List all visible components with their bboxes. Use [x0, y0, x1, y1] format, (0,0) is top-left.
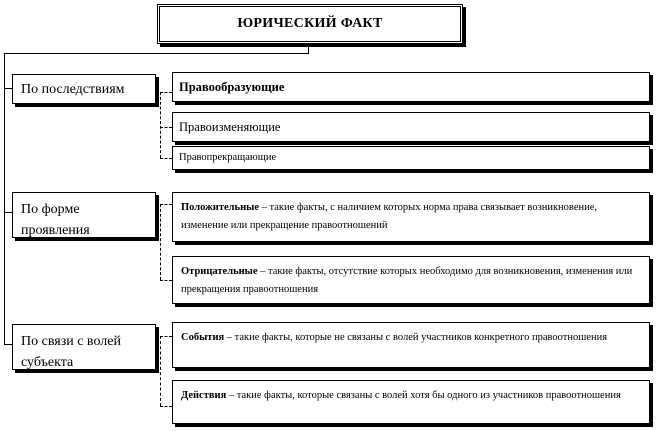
item-negative-facts	[172, 256, 650, 304]
connector-cat-1-item-2	[160, 127, 172, 128]
term-events: События	[181, 332, 225, 343]
category-consequences: По последствиям	[12, 74, 156, 104]
connector-title-vertical	[308, 46, 309, 54]
category-will: По связи с волей субъекта	[12, 324, 156, 370]
diagram-title: ЮРИЧЕСКИЙ ФАКТ	[157, 4, 463, 44]
connector-branch-cat-1	[160, 92, 161, 158]
connector-cat-3-item-2	[160, 406, 172, 407]
connector-branch-cat-2	[160, 204, 161, 280]
connector-cat-1-item-3	[160, 158, 172, 159]
text-actions: – такие факты, которые связаны с волей хотя бы одного из участников правоотношения	[226, 390, 621, 401]
connector-main-trunk	[4, 53, 5, 345]
connector-trunk-cat-1	[4, 88, 12, 89]
connector-title-horizontal	[4, 53, 308, 54]
item-law-terminating: Правопрекращающие	[172, 146, 650, 170]
term-negative: Отрицательные	[181, 266, 258, 277]
term-actions: Действия	[181, 390, 227, 401]
connector-trunk-cat-3	[4, 344, 12, 345]
connector-cat-3-item-1	[160, 336, 172, 337]
text-negative: – такие факты, отсутствие которых необходимо для возникновения, изменения или прекращения правоотношения	[181, 266, 633, 295]
item-events	[172, 322, 650, 368]
item-law-creating: Правообразующие	[172, 72, 650, 102]
connector-cat-2-item-2	[160, 280, 172, 281]
connector-branch-cat-3	[160, 336, 161, 406]
item-positive-facts	[172, 192, 650, 242]
term-positive: Положительные	[181, 202, 259, 213]
text-events: – такие факты, которые не связаны с волей участников конкретного правоотношения	[224, 332, 608, 343]
connector-trunk-cat-2	[4, 212, 12, 213]
category-form: По форме проявления	[12, 192, 156, 238]
connector-cat-1-item-1	[160, 92, 172, 93]
item-law-changing: Правоизменяющие	[172, 112, 650, 142]
item-actions	[172, 380, 650, 424]
connector-cat-2-item-1	[160, 204, 172, 205]
text-positive: – такие факты, с наличием которых норма права связывает возникновение, изменение или прекращение правоотношений	[181, 202, 597, 231]
